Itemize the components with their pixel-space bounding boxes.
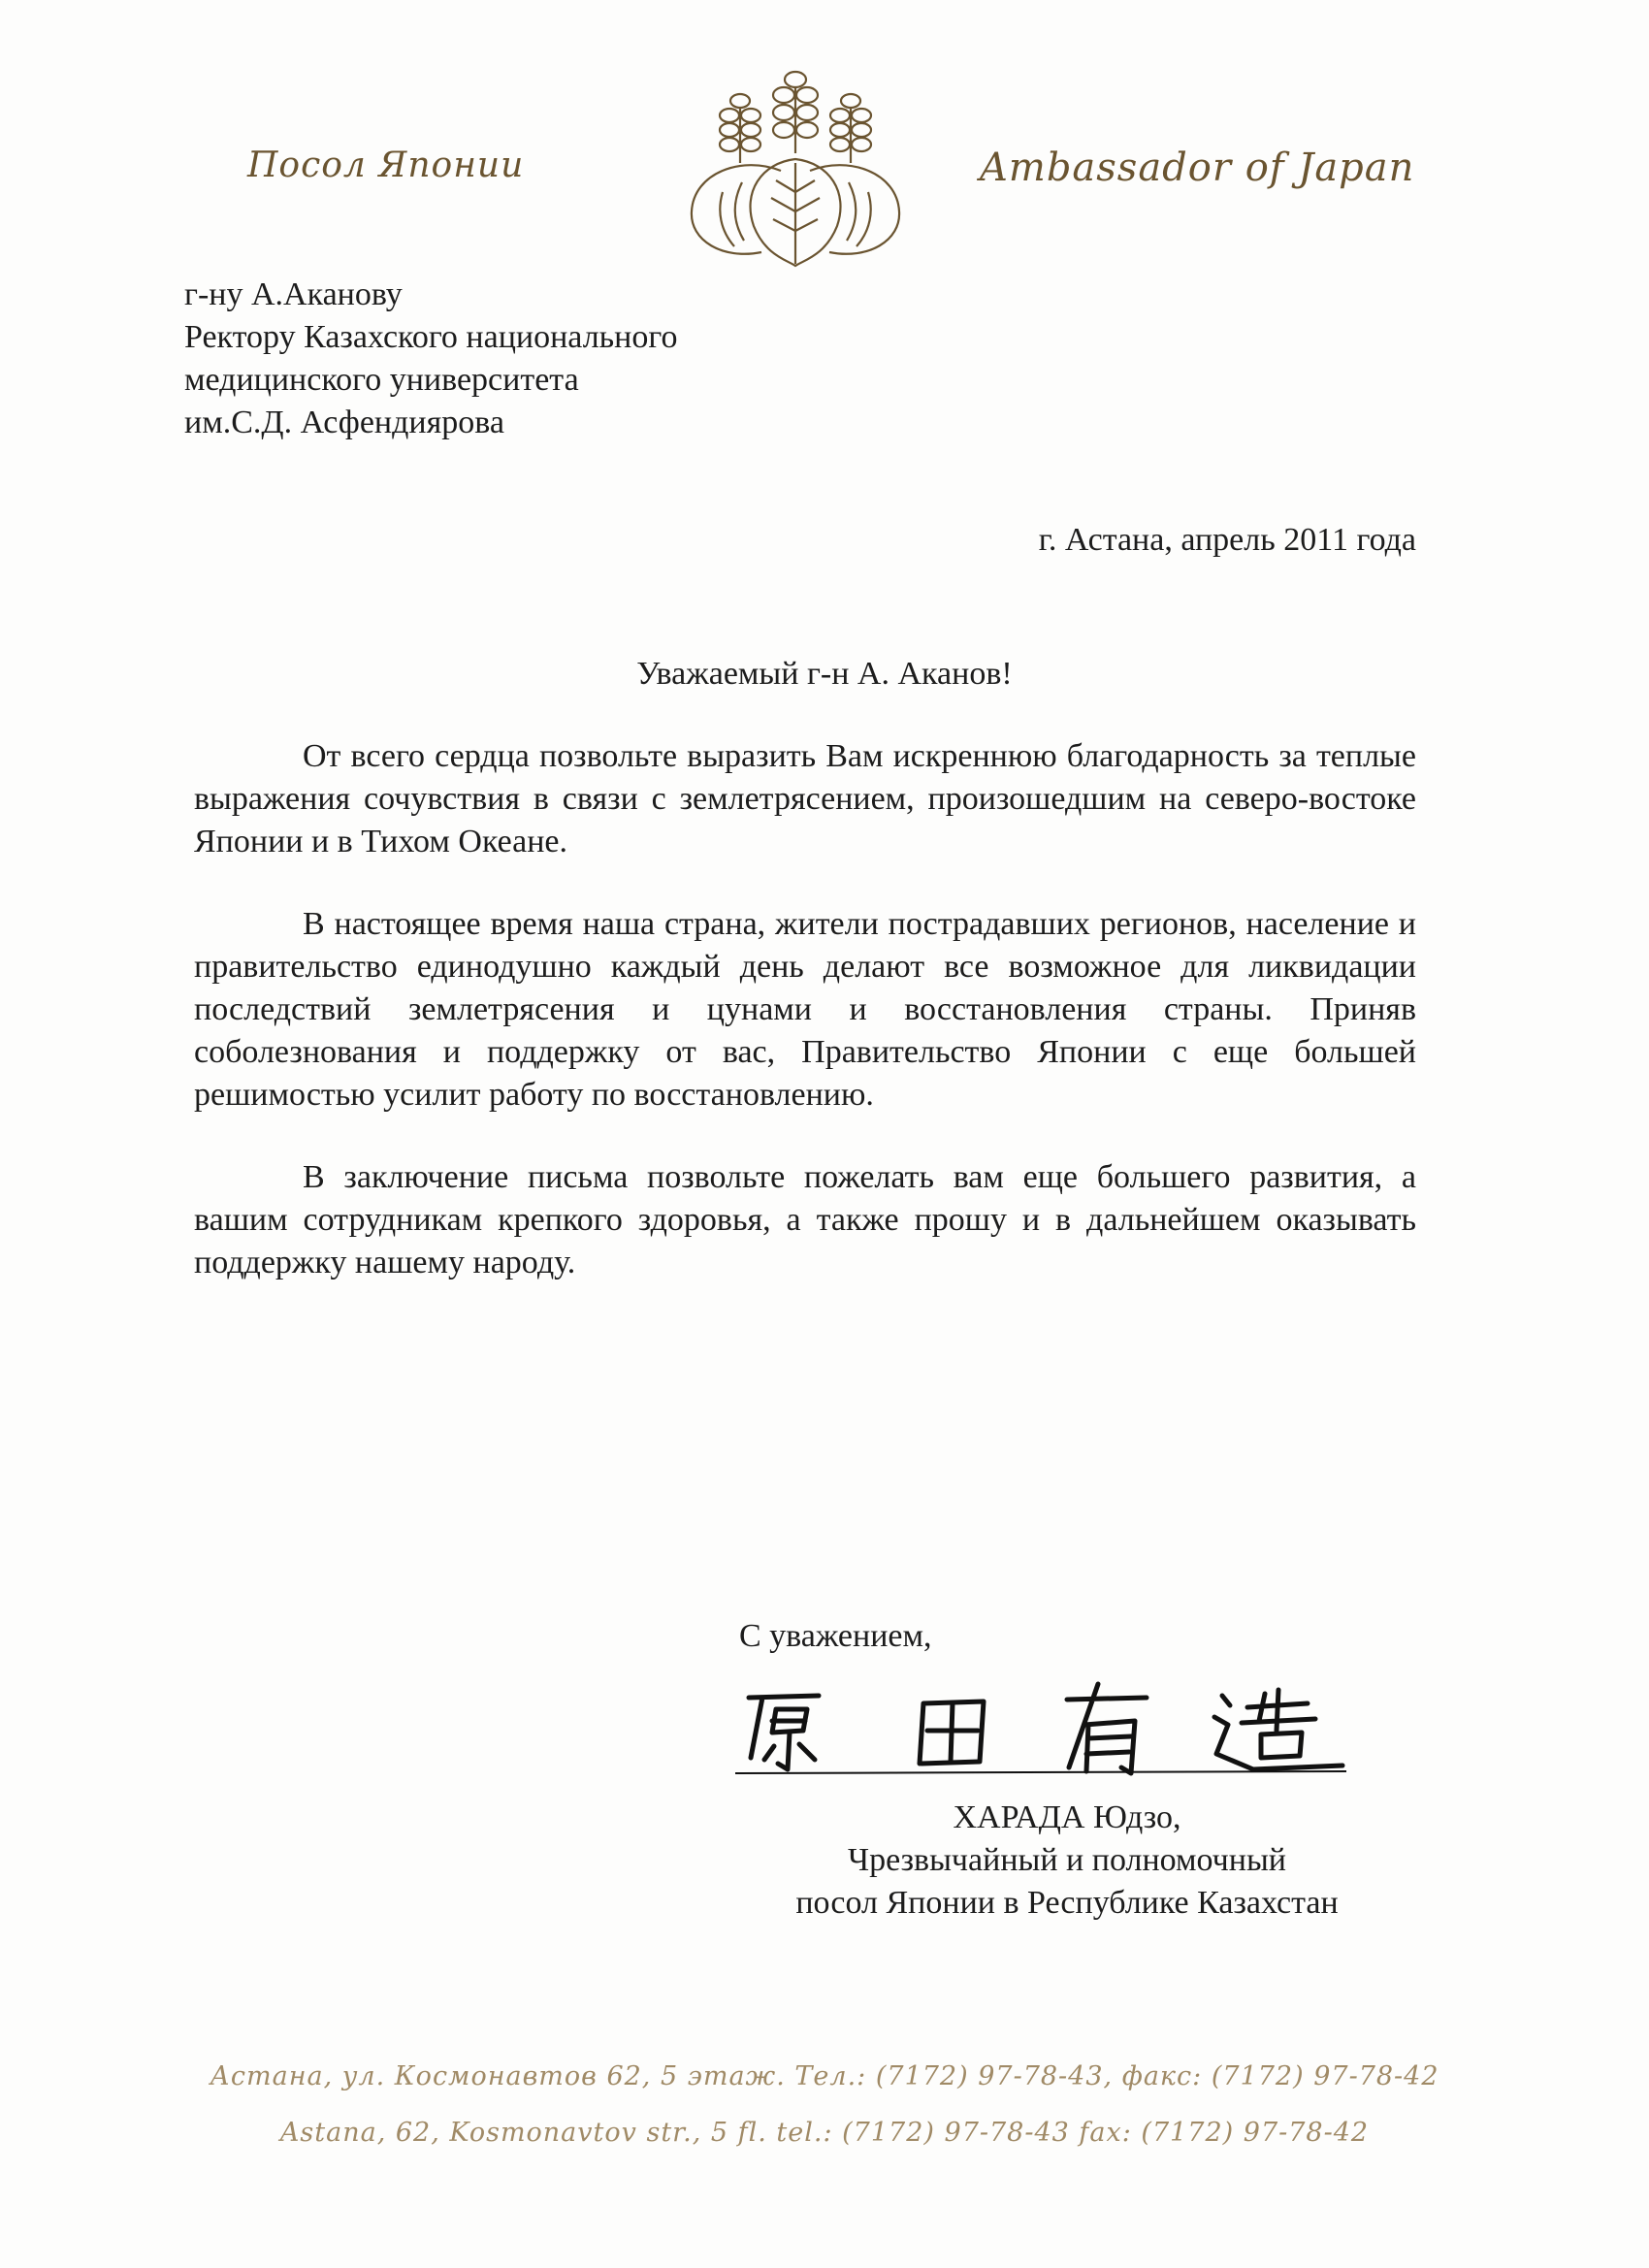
signer-title: посол Японии в Республике Казахстан: [795, 1885, 1339, 1921]
addressee-line: медицинского университета: [184, 362, 579, 398]
addressee-block: [184, 274, 863, 444]
signer-block: [737, 1797, 1397, 1925]
letter-body: [194, 735, 1416, 1324]
place-date: г. Астана, апрель 2011 года: [1038, 522, 1416, 558]
body-paragraph: В настоящее время наша страна, жители пострадавших регионов, население и правительство единодушно каждый день делают все возможное для ликвидации последствий землетрясения и цунами и восстановления страны. Приняв соболезнования и поддержку от вас, Правительство Японии с еще большей решимостью усилит работу по восстановлению.: [194, 906, 1416, 1113]
addressee-line: им.С.Д. Асфендиярова: [184, 405, 504, 440]
handwritten-signature: [729, 1676, 1350, 1783]
body-paragraph: От всего сердца позвольте выразить Вам искреннюю благодарность за теплые выражения сочувствия в связи с землетрясением, произошедшим на северо-востоке Японии и в Тихом Океане.: [194, 738, 1416, 859]
signer-name: ХАРАДА Юдзо,: [953, 1799, 1181, 1835]
footer-address-en: Astana, 62, Kosmonavtov str., 5 fl. tel.: (7172) 97-78-43 fax: (7172) 97-78-42: [279, 2118, 1370, 2148]
paulownia-emblem-icon: [684, 66, 907, 270]
body-paragraph: В заключение письма позвольте пожелать вам еще большего развития, а вашим сотрудникам крепкого здоровья, а также прошу и в дальнейшем оказывать поддержку нашему народу.: [194, 1159, 1416, 1280]
signer-title: Чрезвычайный и полномочный: [848, 1842, 1286, 1878]
addressee-line: Ректору Казахского национального: [184, 319, 678, 355]
letterhead-right-title: Ambassador of Japan: [980, 146, 1415, 190]
addressee-line: г-ну А.Аканову: [184, 276, 403, 312]
letterhead-left-title: Посол Японии: [247, 146, 525, 185]
salutation: Уважаемый г-н А. Аканов!: [636, 656, 1013, 692]
footer-address-ru: Астана, ул. Космонавтов 62, 5 этаж. Тел.: (7172) 97-78-43, факс: (7172) 97-78-42: [210, 2061, 1439, 2091]
letterhead-footer: [146, 2049, 1504, 2161]
closing: С уважением,: [739, 1618, 932, 1654]
